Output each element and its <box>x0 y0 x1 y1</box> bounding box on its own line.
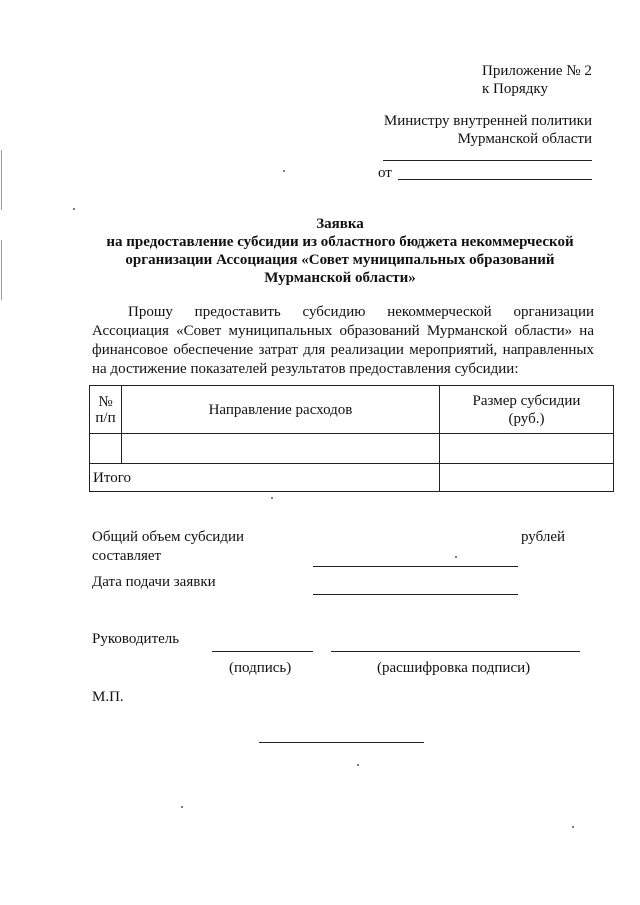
subsidy-table <box>89 385 614 492</box>
total-amount-blank-line[interactable] <box>313 566 518 567</box>
addressee-blank-line[interactable] <box>383 160 592 161</box>
addressee-line2: Мурманской области <box>457 131 592 147</box>
header-num-abbr: п/п <box>95 409 116 426</box>
scan-speck <box>181 806 183 808</box>
date-blank-line[interactable] <box>313 594 518 595</box>
title-line2: на предоставление субсидии из областного бюджета некоммерческой <box>106 234 574 250</box>
scan-speck <box>572 826 574 828</box>
empty-direction-cell[interactable] <box>122 434 440 464</box>
scan-speck <box>271 497 273 499</box>
title-line1: Заявка <box>316 216 364 232</box>
total-row <box>90 464 614 492</box>
empty-amount-cell[interactable] <box>440 434 614 464</box>
total-label-line1: Общий объем субсидии <box>92 529 244 545</box>
from-blank-line[interactable] <box>398 179 592 180</box>
header-amount-line1: Размер субсидии <box>472 392 581 409</box>
title-line3: организации Ассоциация «Совет муниципальных образований <box>125 252 555 268</box>
scan-speck <box>455 556 457 558</box>
total-label-cell: Итого <box>90 464 440 492</box>
signature-blank-line[interactable] <box>212 651 313 652</box>
header-direction-cell: Направление расходов <box>122 386 440 434</box>
empty-num-cell[interactable] <box>90 434 122 464</box>
total-amount-label <box>92 528 244 566</box>
currency-label: рублей <box>521 529 566 545</box>
decoding-caption: (расшифровка подписи) <box>377 660 531 676</box>
addressee-block <box>330 112 592 148</box>
appendix-number: Приложение № 2 <box>482 63 592 79</box>
signature-caption: (подпись) <box>229 660 292 676</box>
scan-speck <box>1 240 2 300</box>
total-label-line2: составляет <box>92 548 162 564</box>
intro-line2: Ассоциация «Совет муниципальных образований Мурманской области» на <box>92 323 594 339</box>
decoding-blank-line[interactable] <box>331 651 580 652</box>
addressee-line1: Министру внутренней политики <box>383 113 592 129</box>
table-header-row <box>90 386 614 434</box>
intro-paragraph <box>92 303 594 379</box>
date-label: Дата подачи заявки <box>92 574 216 590</box>
scan-speck <box>283 170 285 172</box>
scan-speck <box>357 764 359 766</box>
appendix-block <box>482 62 622 98</box>
stamp-blank-line[interactable] <box>259 742 424 743</box>
header-num-symbol: № <box>98 393 113 410</box>
intro-line4: на достижение показателей результатов предоставления субсидии: <box>92 361 519 377</box>
stamp-label: М.П. <box>92 689 124 705</box>
intro-line3: финансовое обеспечение затрат для реализации мероприятий, направленных <box>92 342 594 358</box>
title-line4: Мурманской области» <box>264 270 416 286</box>
head-label: Руководитель <box>92 631 180 647</box>
document-title <box>70 215 610 287</box>
intro-line1: Прошу предоставить субсидию некоммерческой организации <box>128 304 594 320</box>
scan-speck <box>1 150 2 210</box>
appendix-order: к Порядку <box>482 81 548 97</box>
header-amount-cell <box>440 386 614 434</box>
header-amount-line2: (руб.) <box>508 410 545 427</box>
from-label: от <box>378 165 392 181</box>
scan-speck <box>73 208 75 210</box>
total-amount-cell[interactable] <box>440 464 614 492</box>
header-num-cell <box>90 386 122 434</box>
table-row <box>90 434 614 464</box>
